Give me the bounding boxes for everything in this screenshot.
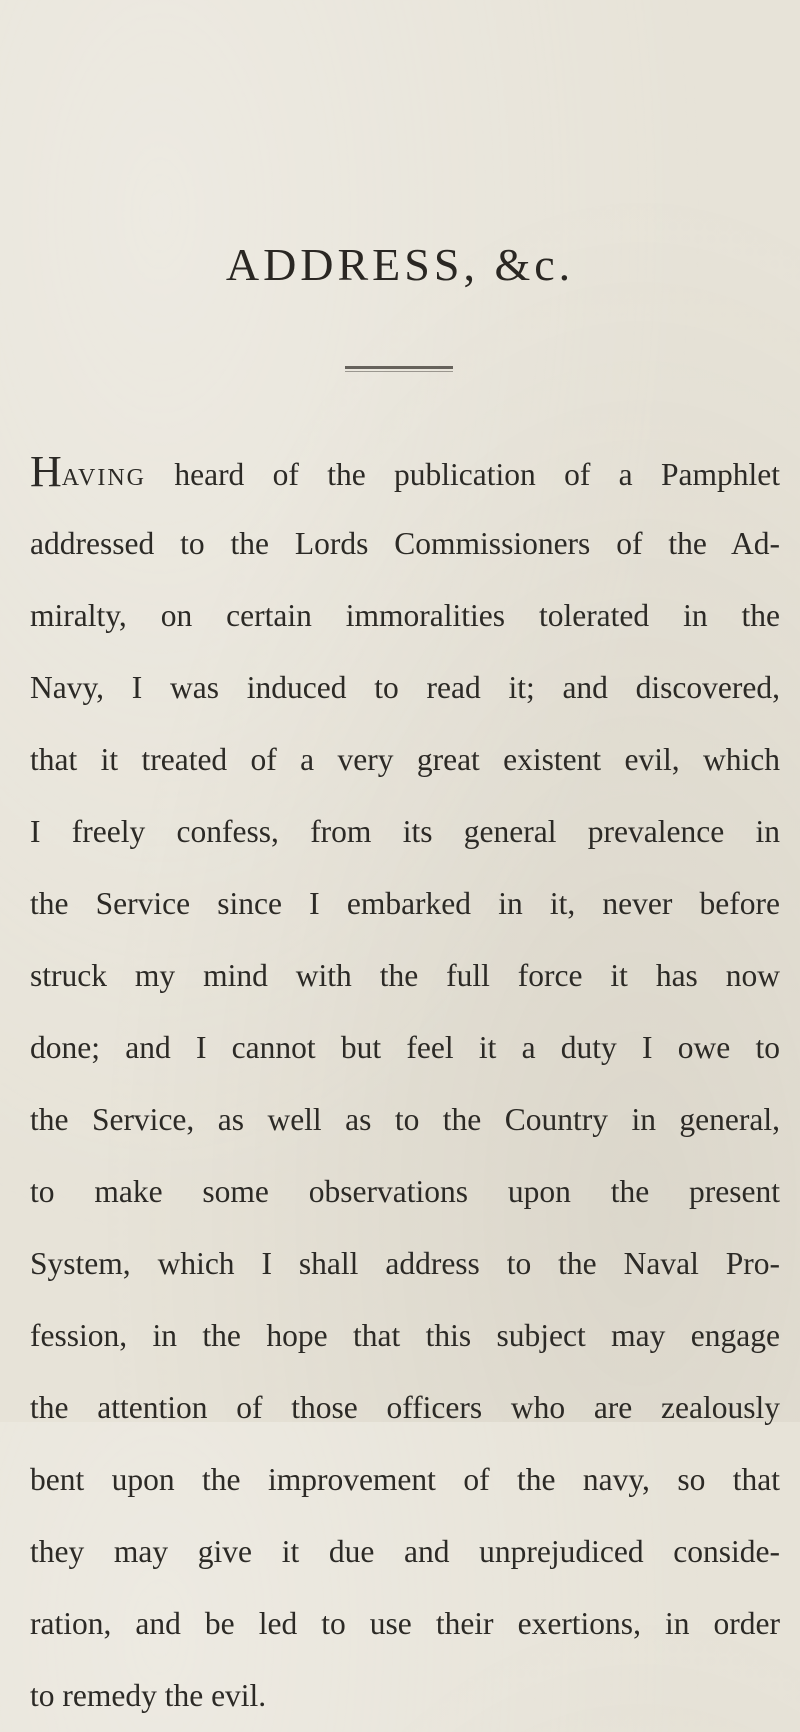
text-line-11: to make some observations upon the present	[30, 1174, 780, 1209]
text-line-5: that it treated of a very great existent evil, which	[30, 742, 780, 777]
text-line-8: struck my mind with the full force it has now	[30, 958, 780, 993]
text-line-17: ration, and be led to use their exertions, in order	[30, 1606, 780, 1641]
heading-rule-underline	[345, 371, 453, 372]
text-line-1	[30, 436, 780, 508]
text-line-2: addressed to the Lords Commissioners of the Ad-	[30, 526, 780, 561]
text-line-9: done; and I cannot but feel it a duty I owe to	[30, 1030, 780, 1065]
text-line-7: the Service since I embarked in it, never before	[30, 886, 780, 921]
small-caps-word: AVING	[61, 465, 147, 491]
page-heading: ADDRESS, &c.	[225, 239, 575, 290]
drop-cap: H	[30, 447, 62, 496]
text-line-14: the attention of those officers who are zealously	[30, 1390, 780, 1425]
text-line-16: they may give it due and unprejudiced conside-	[30, 1534, 780, 1569]
text-line-4: Navy, I was induced to read it; and discovered,	[30, 670, 780, 705]
text-line-10: the Service, as well as to the Country in general,	[30, 1102, 780, 1137]
text-line-13: fession, in the hope that this subject may engage	[30, 1318, 780, 1353]
first-line-rest: heard of the publication of a Pamphlet	[146, 457, 780, 492]
heading-rule	[345, 366, 453, 369]
body-paragraph	[30, 436, 780, 1732]
text-line-18: to remedy the evil.	[30, 1678, 267, 1713]
text-line-12: System, which I shall address to the Naval Pro-	[30, 1246, 780, 1281]
text-line-6: I freely confess, from its general prevalence in	[30, 814, 780, 849]
text-line-3: miralty, on certain immoralities tolerated in the	[30, 598, 780, 633]
text-line-15: bent upon the improvement of the navy, so that	[30, 1462, 780, 1497]
